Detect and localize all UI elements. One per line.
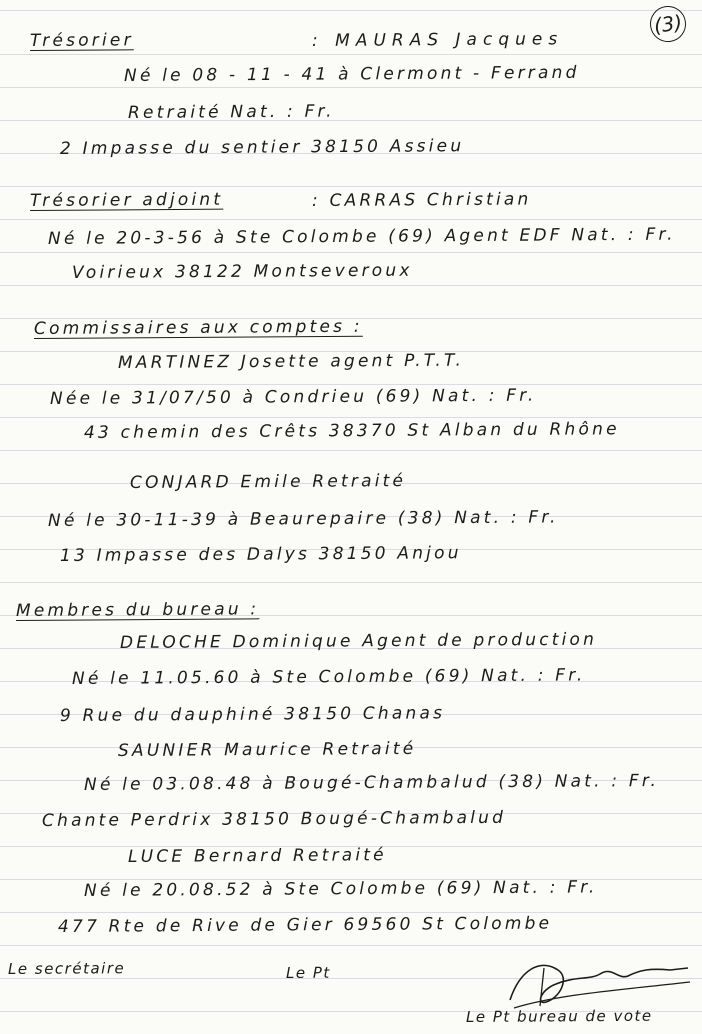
president-label: Le Pt bbox=[285, 963, 331, 982]
membres-heading: Membres du bureau : bbox=[15, 599, 260, 621]
tresorier-adjoint-birth: Né le 20-3-56 à Ste Colombe (69) Agent EDF Nat. : Fr. bbox=[47, 224, 676, 249]
commissaire-1-birth: Née le 31/07/50 à Condrieu (69) Nat. : Fr. bbox=[49, 385, 537, 409]
membre-3-name: LUCE Bernard Retraité bbox=[127, 845, 387, 867]
commissaire-1-name: MARTINEZ Josette agent P.T.T. bbox=[117, 350, 465, 373]
membre-1-birth: Né le 11.05.60 à Ste Colombe (69) Nat. : Fr. bbox=[71, 665, 586, 689]
tresorier-status: Retraité Nat. : Fr. bbox=[127, 101, 335, 123]
commissaire-2-name: CONJARD Emile Retraité bbox=[129, 471, 407, 493]
tresorier-adjoint-name: : CARRAS Christian bbox=[311, 189, 532, 211]
commissaire-1-address: 43 chemin des Crêts 38370 St Alban du Rhône bbox=[83, 419, 620, 443]
membre-1-address: 9 Rue du dauphiné 38150 Chanas bbox=[59, 703, 446, 726]
membre-2-birth: Né le 03.08.48 à Bougé-Chambalud (38) Nat. : Fr. bbox=[83, 770, 660, 795]
membre-1-name: DELOCHE Dominique Agent de production bbox=[119, 629, 598, 653]
tresorier-heading: Trésorier bbox=[29, 30, 134, 51]
membre-2-address: Chante Perdrix 38150 Bougé-Chambalud bbox=[41, 807, 507, 831]
commissaire-2-birth: Né le 30-11-39 à Beaurepaire (38) Nat. : Fr. bbox=[47, 507, 559, 531]
tresorier-name: : MAURAS Jacques bbox=[311, 29, 564, 51]
tresorier-birth: Né le 08 - 11 - 41 à Clermont - Ferrand bbox=[123, 62, 580, 86]
membre-3-birth: Né le 20.08.52 à Ste Colombe (69) Nat. : Fr. bbox=[83, 877, 598, 901]
signature-scribble bbox=[500, 950, 700, 1012]
commissaires-heading: Commissaires aux comptes : bbox=[33, 316, 363, 339]
membre-3-address: 477 Rte de Rive de Gier 69560 St Colombe bbox=[57, 913, 553, 937]
tresorier-adjoint-heading: Trésorier adjoint bbox=[29, 189, 224, 211]
commissaire-2-address: 13 Impasse des Dalys 38150 Anjou bbox=[59, 543, 462, 566]
secretaire-label: Le secrétaire bbox=[7, 959, 126, 978]
page-number: (3) bbox=[648, 4, 689, 45]
president-bureau-label: Le Pt bureau de vote bbox=[465, 1006, 653, 1026]
tresorier-address: 2 Impasse du sentier 38150 Assieu bbox=[59, 136, 465, 159]
tresorier-adjoint-address: Voirieux 38122 Montseveroux bbox=[71, 260, 413, 283]
membre-2-name: SAUNIER Maurice Retraité bbox=[117, 738, 417, 761]
